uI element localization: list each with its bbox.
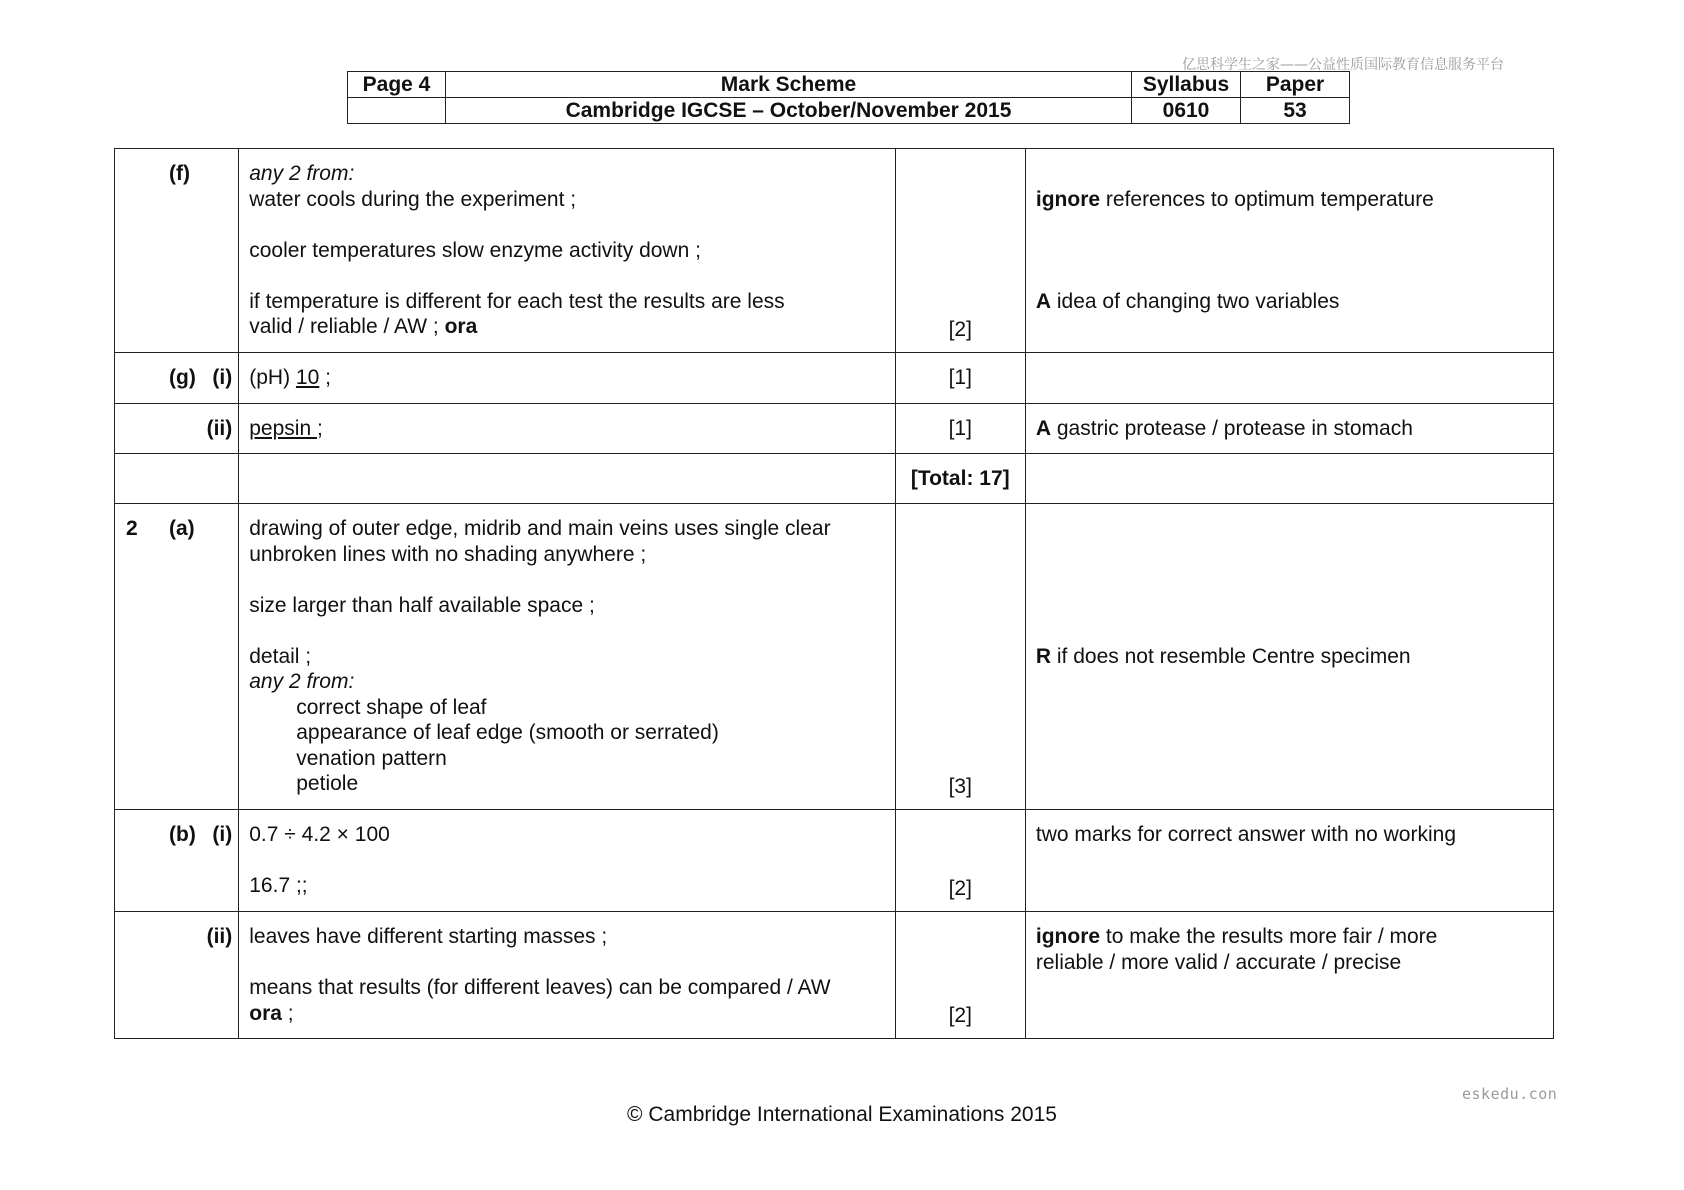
guidance-line: R if does not resemble Centre specimen — [1035, 644, 1411, 668]
guidance-cell — [1025, 454, 1553, 504]
answer-line: cooler temperatures slow enzyme activity down ; — [249, 238, 701, 262]
question-number: 2 — [126, 517, 138, 540]
guidance-cell — [1025, 504, 1553, 810]
guidance-cell: A gastric protease / protease in stomach — [1025, 403, 1553, 454]
mark-value: [2] — [948, 876, 972, 900]
guidance-cell — [1025, 912, 1553, 1039]
answer-line: means that results (for different leaves) can be compared / AW — [249, 976, 831, 999]
answer-line: drawing of outer edge, midrib and main veins uses single clear — [249, 517, 831, 540]
guidance-line: two marks for correct answer with no working — [1035, 823, 1457, 846]
watermark-top: 亿思科学生之家——公益性质国际教育信息服务平台 — [1182, 57, 1504, 73]
part-label: (b) — [169, 823, 196, 846]
question-cell — [115, 454, 239, 504]
answer-line: leaves have different starting masses ; — [249, 925, 608, 948]
answer-line: if temperature is different for each test the results are less — [249, 289, 785, 313]
copyright-footer: © Cambridge International Examinations 2015 — [627, 1103, 1057, 1126]
total-marks: [Total: 17] — [910, 467, 1010, 490]
table-row-f — [115, 149, 1554, 353]
exam-name: Cambridge IGCSE – October/November 2015 — [446, 98, 1132, 124]
paper-label: Paper — [1241, 72, 1350, 98]
question-cell — [115, 149, 239, 353]
answer-line: size larger than half available space ; — [249, 593, 595, 617]
guidance-line: ignore to make the results more fair / more — [1035, 925, 1438, 948]
marks-cell — [895, 149, 1025, 353]
guidance-line: reliable / more valid / accurate / precise — [1035, 950, 1402, 974]
any-two-intro: any 2 from: — [249, 670, 355, 693]
question-cell — [115, 810, 239, 912]
table-row-2b-ii — [115, 912, 1554, 1039]
subpart-label: (i) — [212, 366, 233, 389]
marks-cell — [895, 353, 1025, 404]
table-row-g-i — [115, 353, 1554, 404]
answer-cell — [239, 454, 895, 504]
mark-value: [2] — [948, 1003, 972, 1027]
answer-line: 16.7 ;; — [249, 874, 308, 897]
answer-line: 0.7 ÷ 4.2 × 100 — [249, 823, 390, 846]
mark-value: [1] — [948, 366, 972, 389]
guidance-cell — [1025, 810, 1553, 912]
marks-cell — [895, 810, 1025, 912]
subpart-label: (ii) — [206, 416, 233, 440]
mark-value: [1] — [948, 416, 972, 440]
answer-line: detail ; — [249, 644, 312, 668]
page-number: Page 4 — [348, 72, 446, 98]
syllabus-code: 0610 — [1132, 98, 1241, 124]
any-two-intro: any 2 from: — [249, 162, 355, 185]
marks-cell — [895, 403, 1025, 454]
mark-value: [3] — [948, 774, 972, 798]
guidance-line: A idea of changing two variables — [1035, 289, 1340, 313]
mark-scheme-table — [114, 148, 1554, 1039]
part-label: (g) — [169, 366, 196, 389]
guidance-cell — [1025, 353, 1553, 404]
question-cell — [115, 403, 239, 454]
answer-cell — [239, 149, 895, 353]
subpart-label: (i) — [212, 823, 233, 846]
syllabus-label: Syllabus — [1132, 72, 1241, 98]
watermark-bottom: eskedu.con — [1462, 1085, 1558, 1103]
table-row-2a — [115, 504, 1554, 810]
answer-cell — [239, 810, 895, 912]
marks-cell — [895, 454, 1025, 504]
list-item: appearance of leaf edge (smooth or serrated) — [296, 721, 719, 744]
question-cell — [115, 353, 239, 404]
mark-value: [2] — [948, 317, 972, 341]
answer-cell: pepsin ; — [239, 403, 895, 454]
answer-line: water cools during the experiment ; — [249, 187, 577, 211]
answer-value: 10 — [295, 366, 320, 389]
header-empty-cell — [348, 98, 446, 124]
answer-cell — [239, 504, 895, 810]
question-cell — [115, 504, 239, 810]
guidance-cell — [1025, 149, 1553, 353]
marks-cell — [895, 504, 1025, 810]
part-label: (f) — [169, 162, 190, 185]
answer-line: unbroken lines with no shading anywhere ; — [249, 542, 647, 566]
answer-cell — [239, 912, 895, 1039]
table-row-2b-i — [115, 810, 1554, 912]
marks-cell — [895, 912, 1025, 1039]
table-row-g-ii — [115, 403, 1554, 454]
answer-line: ora ; — [249, 1001, 294, 1025]
answer-line: valid / reliable / AW ; ora — [249, 315, 478, 338]
paper-number: 53 — [1241, 98, 1350, 124]
subpart-label: (ii) — [206, 925, 233, 948]
question-cell — [115, 912, 239, 1039]
part-label: (a) — [169, 517, 195, 540]
table-row-total — [115, 454, 1554, 504]
guidance-line: ignore references to optimum temperature — [1035, 187, 1434, 211]
list-item: petiole — [296, 772, 359, 795]
list-item: venation pattern — [296, 746, 447, 770]
header-title: Mark Scheme — [446, 72, 1132, 98]
answer-value: pepsin — [249, 416, 317, 440]
list-item: correct shape of leaf — [296, 695, 487, 719]
answer-cell: (pH) 10 ; — [239, 353, 895, 404]
header-table — [347, 71, 1350, 124]
